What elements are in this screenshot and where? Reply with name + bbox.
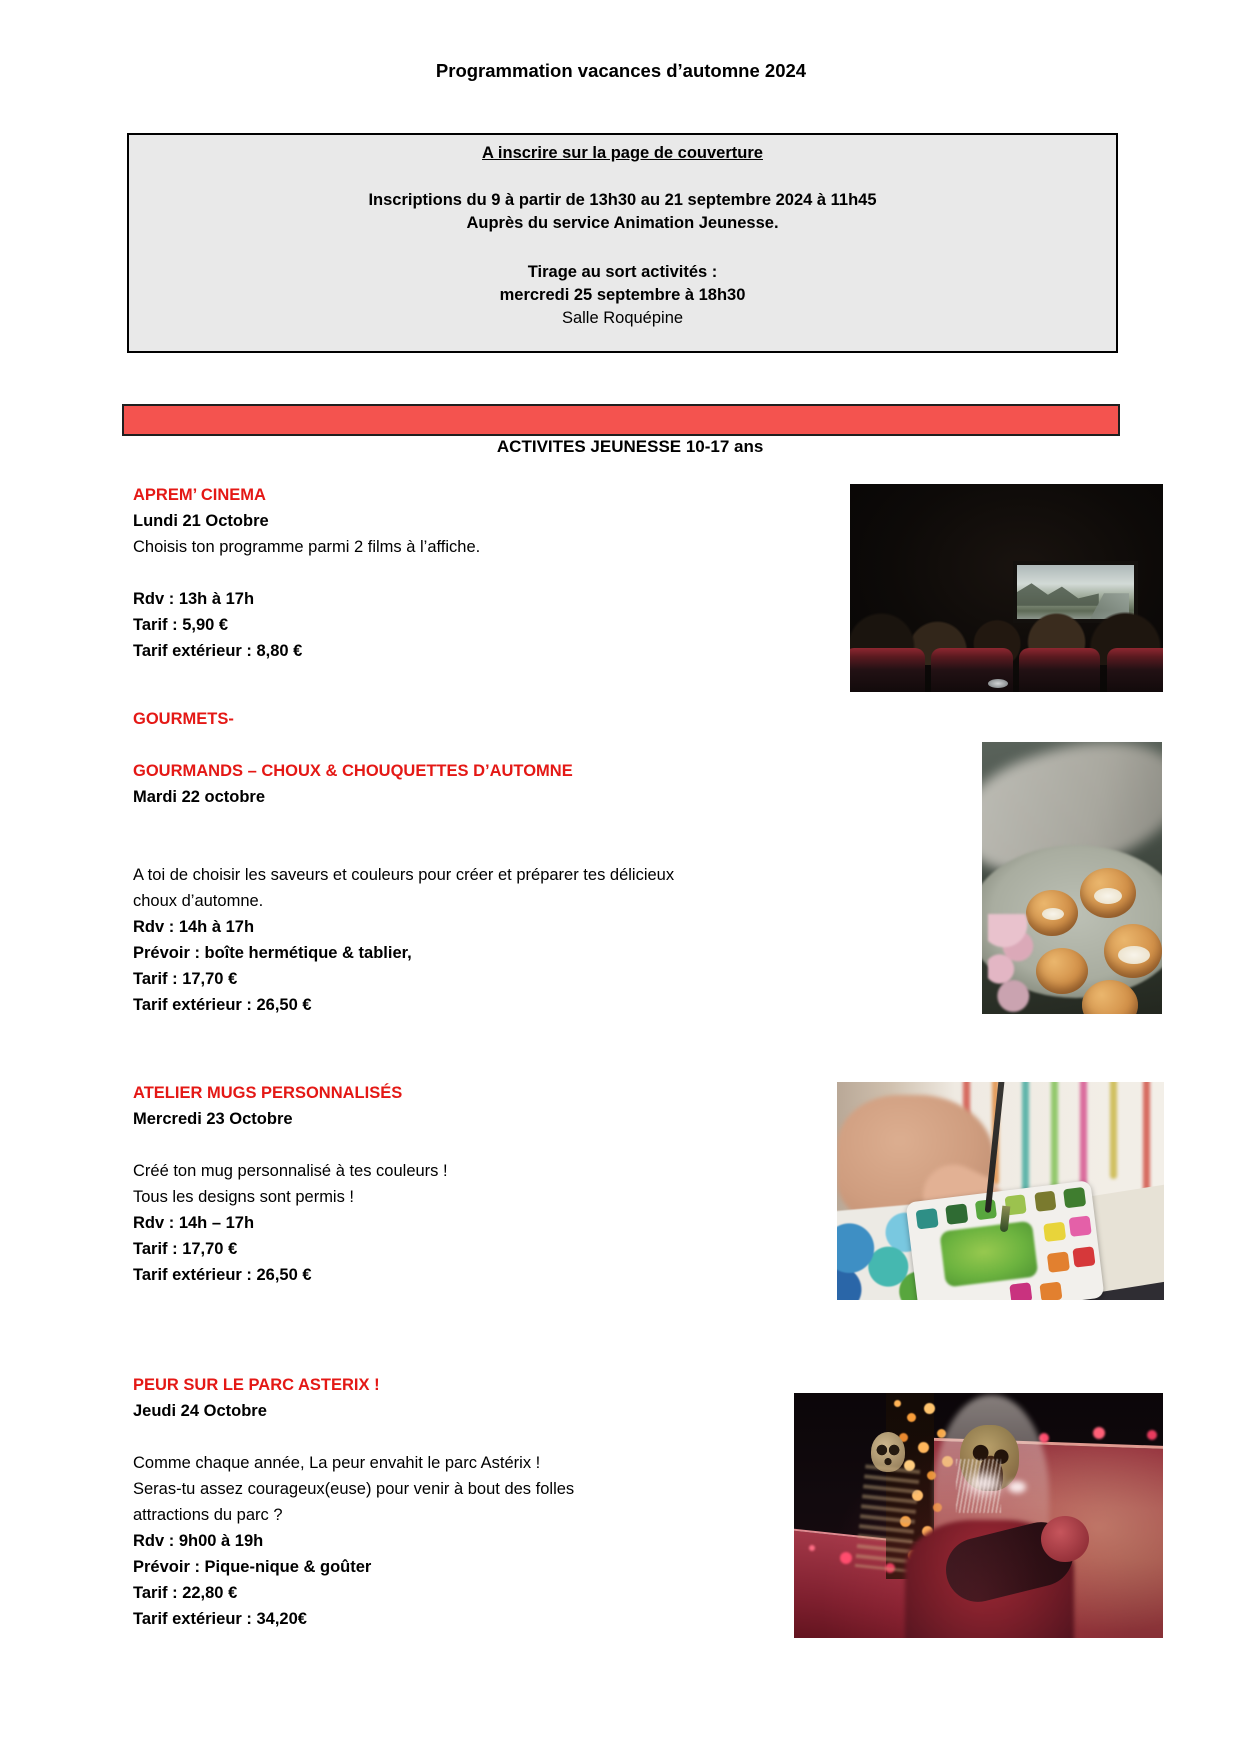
paint-well xyxy=(1069,1216,1092,1237)
activity-description-line: Tous les designs sont permis ! xyxy=(133,1188,355,1206)
activity-detail-line: Rdv : 14h à 17h xyxy=(133,918,255,936)
cover-box xyxy=(127,133,1118,353)
activity-detail-line: Tarif : 17,70 € xyxy=(133,1240,238,1258)
seat xyxy=(850,648,925,692)
cover-box-heading: A inscrire sur la page de couverture xyxy=(482,144,763,162)
spacer xyxy=(133,560,893,586)
activity-detail-line: Tarif extérieur : 34,20€ xyxy=(133,1610,307,1628)
activity-detail-line: Rdv : 13h à 17h xyxy=(133,590,255,608)
cinema-seats xyxy=(850,648,1163,692)
activity-description-line: Comme chaque année, La peur envahit le parc Astérix ! xyxy=(133,1454,541,1472)
paint-stripe xyxy=(1051,1082,1058,1196)
paint-well xyxy=(1040,1281,1063,1300)
activity-detail-line: Prévoir : boîte hermétique & tablier, xyxy=(133,944,412,962)
activity-title: APREM’ CINEMA xyxy=(133,486,266,504)
banner-label: ACTIVITES JEUNESSE 10-17 ans xyxy=(496,437,764,456)
spacer xyxy=(133,836,893,862)
activity-date: Lundi 21 Octobre xyxy=(133,512,269,530)
spacer xyxy=(133,810,893,836)
activity-detail-line: Tarif extérieur : 8,80 € xyxy=(133,642,303,660)
cover-box-line: Auprès du service Animation Jeunesse. xyxy=(466,214,779,232)
pink-flowers xyxy=(988,914,1034,1014)
activity-detail-line: Tarif : 5,90 € xyxy=(133,616,229,634)
spacer xyxy=(133,1424,893,1450)
page-title: Programmation vacances d’automne 2024 xyxy=(435,60,807,81)
activity-description-line: choux d’automne. xyxy=(133,892,264,910)
green-mixing-area xyxy=(939,1221,1038,1288)
activity-detail-line: Rdv : 9h00 à 19h xyxy=(133,1532,264,1550)
paint-stripe xyxy=(1110,1082,1117,1179)
activity-description-line: Créé ton mug personnalisé à tes couleurs ! xyxy=(133,1162,448,1180)
activity-date: Mardi 22 octobre xyxy=(133,788,266,806)
cover-box-line: Salle Roquépine xyxy=(561,309,684,327)
activity-title: ATELIER MUGS PERSONNALISÉS xyxy=(133,1084,403,1102)
paint-well xyxy=(1034,1190,1057,1211)
painting-photo xyxy=(837,1082,1164,1300)
cover-box-line: Inscriptions du 9 à partir de 13h30 au 21 septembre 2024 à 11h45 xyxy=(368,191,877,209)
activity-parc-asterix xyxy=(133,1372,893,1632)
red-tint-overlay xyxy=(794,1393,1163,1638)
activity-description-line: Choisis ton programme parmi 2 films à l’affiche. xyxy=(133,538,481,556)
spacer xyxy=(129,235,1116,261)
paint-well xyxy=(1073,1246,1096,1267)
paint-stripe xyxy=(1143,1082,1150,1201)
whipped-cream xyxy=(1118,946,1150,964)
seat-light xyxy=(988,679,1008,688)
paint-well xyxy=(916,1208,939,1229)
cream-puff xyxy=(1036,948,1088,994)
cover-box-line: mercredi 25 septembre à 18h30 xyxy=(499,286,746,304)
activity-gourmets-gourmands xyxy=(133,706,893,1018)
paint-well xyxy=(1064,1187,1087,1208)
activity-title: GOURMANDS – CHOUX & CHOUQUETTES D’AUTOMNE xyxy=(133,762,573,780)
activity-description-line: Seras-tu assez courageux(euse) pour venir à bout des folles xyxy=(133,1480,575,1498)
seat xyxy=(1019,648,1100,692)
spacer xyxy=(129,165,1116,189)
activity-detail-line: Tarif : 17,70 € xyxy=(133,970,238,988)
paint-well xyxy=(1010,1282,1033,1300)
activity-detail-line: Tarif extérieur : 26,50 € xyxy=(133,1266,312,1284)
cover-box-line: Tirage au sort activités : xyxy=(527,263,718,281)
watercolour-palette xyxy=(906,1180,1105,1300)
activity-description-line: attractions du parc ? xyxy=(133,1506,283,1524)
activity-detail-line: Tarif : 22,80 € xyxy=(133,1584,238,1602)
spacer xyxy=(133,1132,893,1158)
halloween-photo xyxy=(794,1393,1163,1638)
activity-date: Mercredi 23 Octobre xyxy=(133,1110,293,1128)
paint-well xyxy=(1047,1252,1070,1273)
activity-detail-line: Tarif extérieur : 26,50 € xyxy=(133,996,312,1014)
activity-title: PEUR SUR LE PARC ASTERIX ! xyxy=(133,1376,380,1394)
activity-date: Jeudi 24 Octobre xyxy=(133,1402,267,1420)
seat xyxy=(1107,648,1163,692)
spacer xyxy=(133,732,893,758)
paint-well xyxy=(1044,1221,1067,1242)
paint-well xyxy=(946,1204,969,1225)
activity-detail-line: Prévoir : Pique-nique & goûter xyxy=(133,1558,372,1576)
cinema-photo xyxy=(850,484,1163,692)
pastry-photo xyxy=(982,742,1162,1014)
activity-aprem-cinema xyxy=(133,482,893,664)
activity-detail-line: Rdv : 14h – 17h xyxy=(133,1214,255,1232)
activity-atelier-mugs xyxy=(133,1080,893,1288)
activity-title: GOURMETS- xyxy=(133,710,234,728)
whipped-cream xyxy=(1042,908,1064,920)
section-banner xyxy=(122,404,1120,456)
whipped-cream xyxy=(1094,888,1122,904)
activity-description-line: A toi de choisir les saveurs et couleurs pour créer et préparer tes délicieux xyxy=(133,866,675,884)
